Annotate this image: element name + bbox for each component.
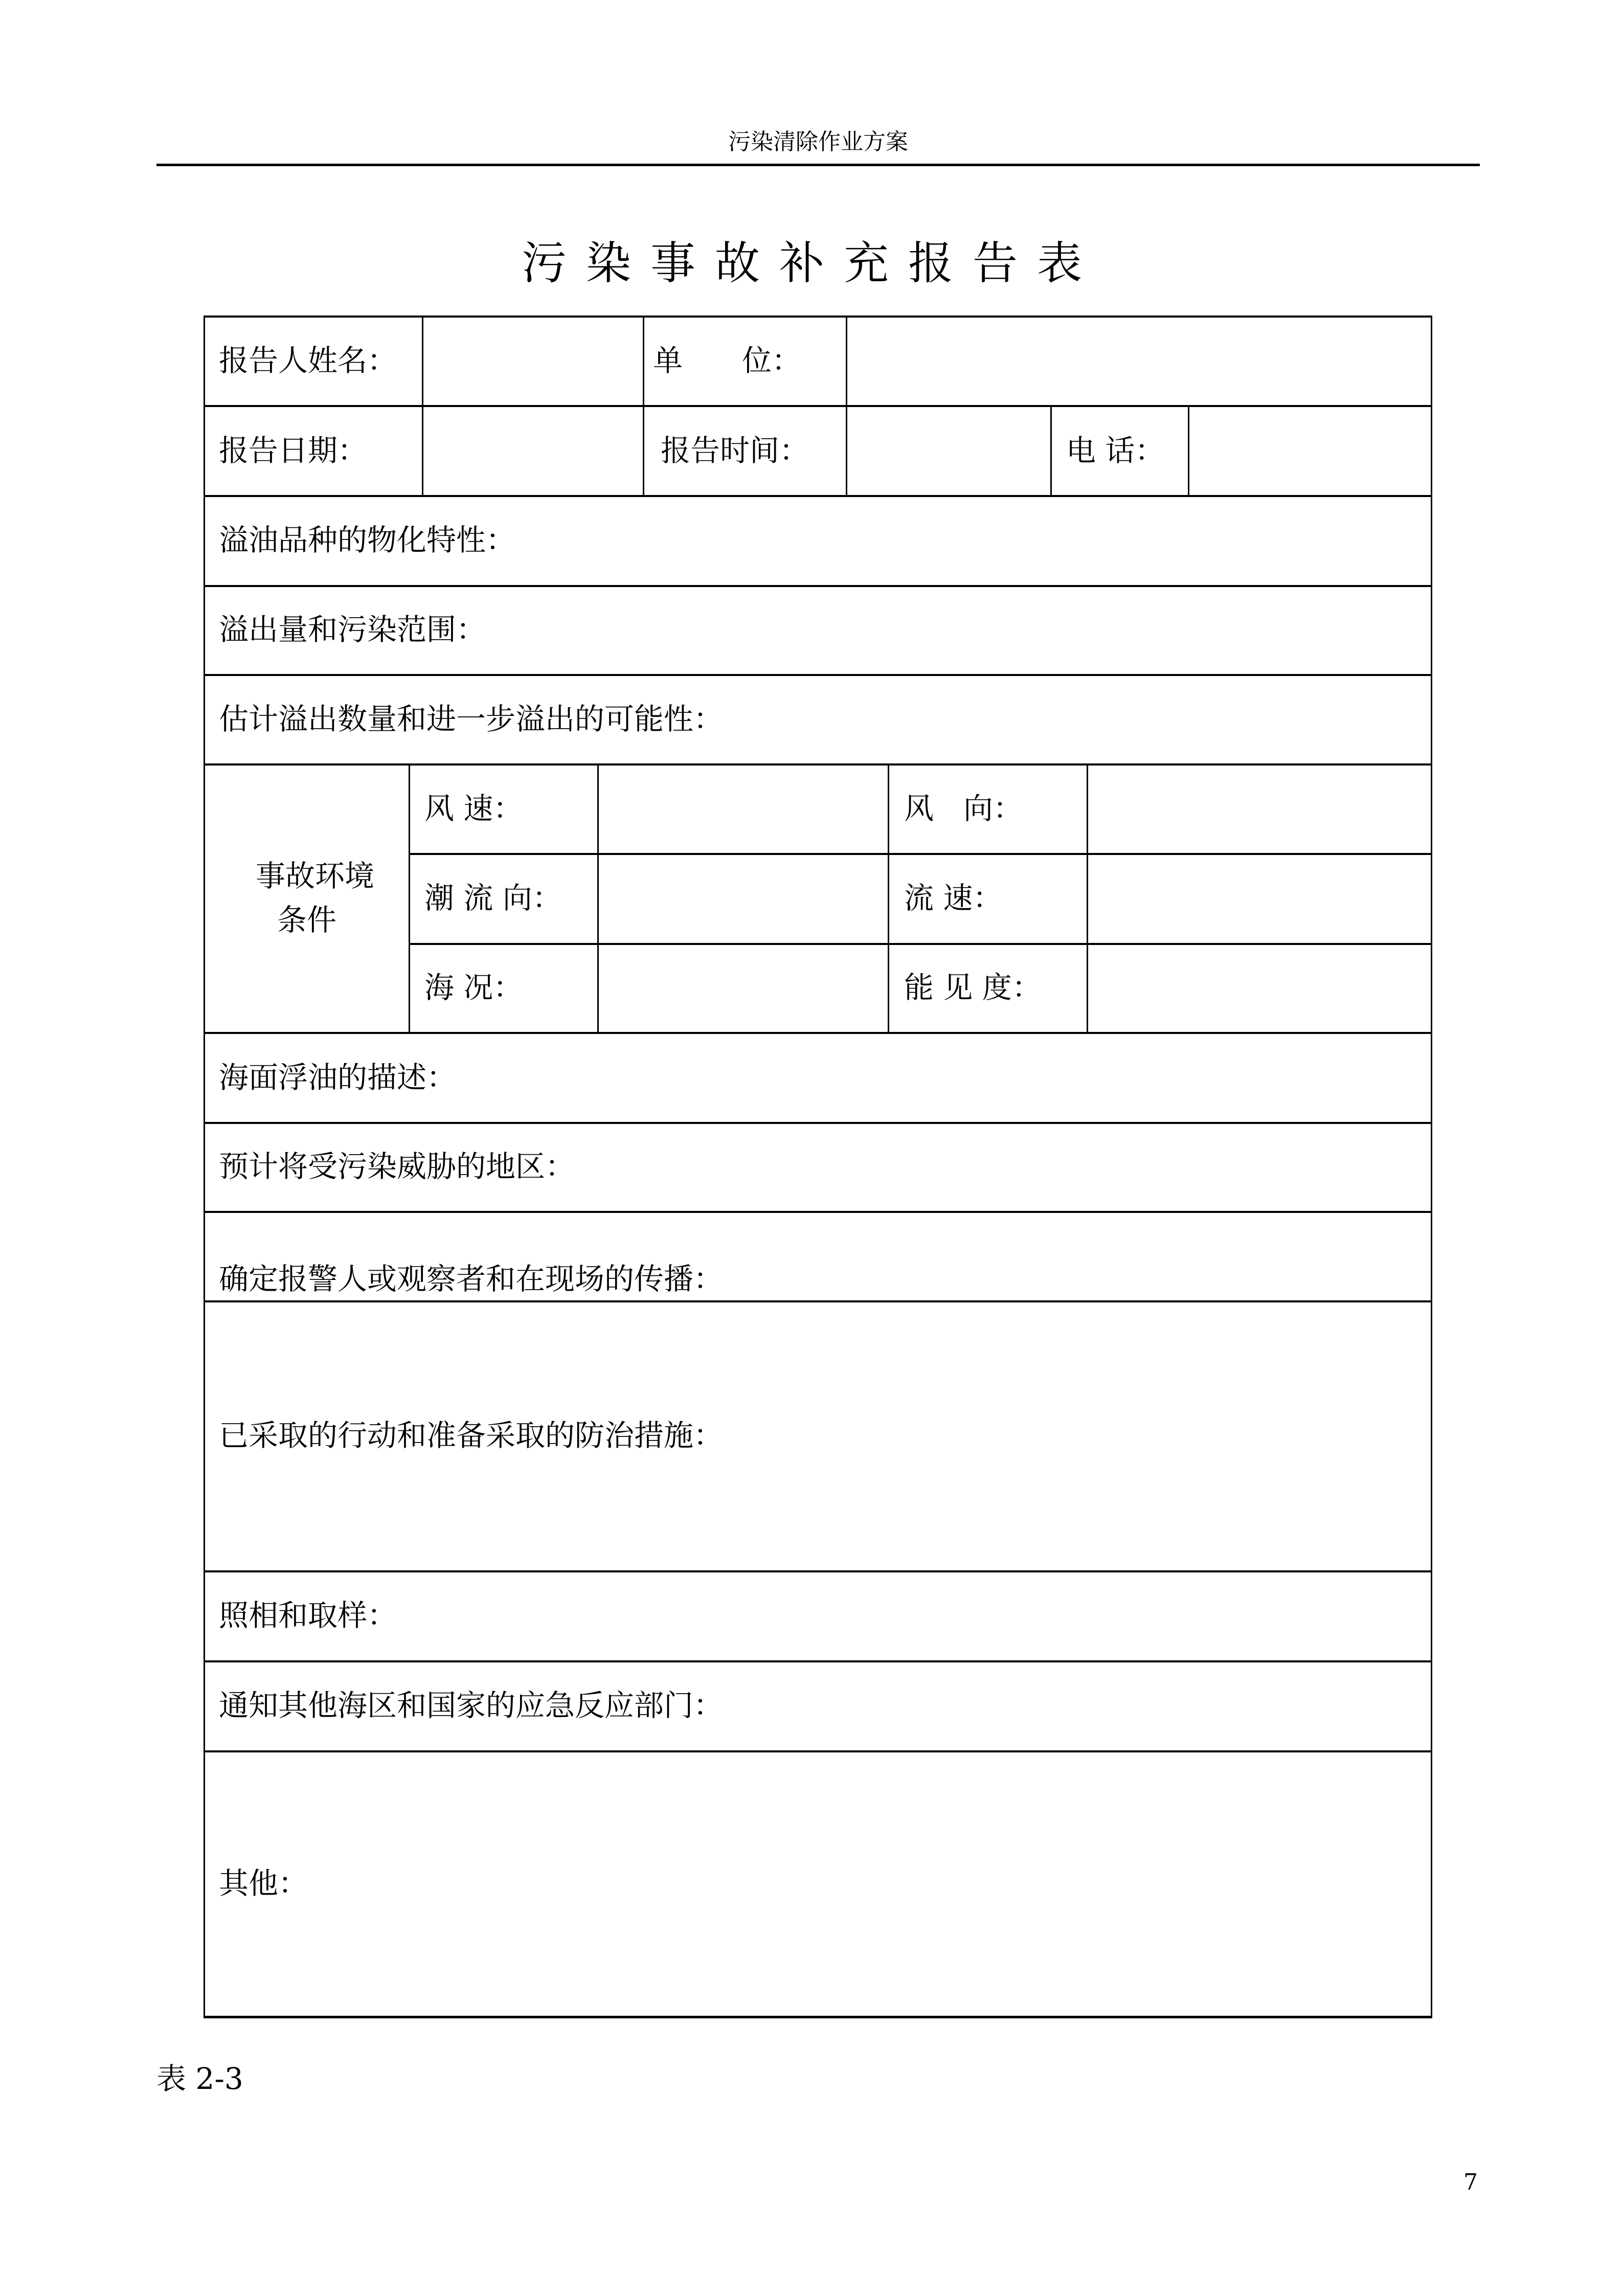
slick-description-label: 海面浮油的描述： <box>219 1060 457 1095</box>
environment-group-label <box>256 854 374 942</box>
row-divider <box>204 1300 1432 1302</box>
row-divider <box>204 585 1432 587</box>
page-number: 7 <box>1463 2169 1478 2195</box>
sea-state-field[interactable] <box>600 945 886 1032</box>
environment-group-label-line1: 事故环境 <box>256 859 375 893</box>
reporter-name-field[interactable] <box>424 317 642 405</box>
row-divider <box>204 1122 1432 1124</box>
running-header: 污染清除作业方案 <box>728 129 908 155</box>
report-time-label: 报告时间： <box>661 433 809 468</box>
col-divider <box>422 316 423 496</box>
env-col-divider <box>409 763 410 1033</box>
row-divider <box>204 1570 1432 1572</box>
wind-direction-label: 风 向： <box>904 791 1023 826</box>
row-divider <box>204 1032 1432 1034</box>
header-rule <box>156 164 1480 166</box>
row-divider <box>204 1660 1432 1662</box>
oil-properties-label: 溢油品种的物化特性： <box>219 523 516 557</box>
wind-direction-field[interactable] <box>1089 766 1430 852</box>
sea-state-label: 海 况： <box>424 970 523 1005</box>
table-border-right <box>1431 316 1432 2018</box>
other-label: 其他： <box>219 1866 308 1901</box>
table-border-bottom <box>204 2016 1432 2018</box>
env-col-divider <box>1087 763 1088 1033</box>
actions-taken-label: 已采取的行动和准备采取的防治措施： <box>219 1418 724 1453</box>
visibility-label: 能 见 度： <box>904 970 1042 1005</box>
unit-label: 单 位： <box>653 343 802 378</box>
col-divider <box>643 316 644 496</box>
phone-label: 电 话： <box>1066 433 1165 468</box>
wind-speed-label: 风 速： <box>424 791 523 826</box>
report-time-field[interactable] <box>848 407 1049 495</box>
threatened-areas-label: 预计将受污染威胁的地区： <box>219 1149 575 1184</box>
reporter-name-label: 报告人姓名： <box>219 343 397 378</box>
notify-departments-label: 通知其他海区和国家的应急反应部门： <box>219 1688 724 1723</box>
spill-amount-label: 溢出量和污染范围： <box>219 612 486 647</box>
wind-speed-field[interactable] <box>600 766 886 852</box>
document-title: 污染事故补充报告表 <box>521 237 1101 289</box>
reporter-observer-label: 确定报警人或观察者和在现场的传播： <box>219 1262 724 1296</box>
current-speed-label: 流 速： <box>904 881 1003 915</box>
report-date-field[interactable] <box>424 407 642 495</box>
row-divider <box>204 674 1432 676</box>
table-border-left <box>204 316 205 2018</box>
phone-field[interactable] <box>1190 407 1430 495</box>
row-divider <box>204 495 1432 497</box>
col-divider <box>1050 405 1052 496</box>
current-speed-field[interactable] <box>1089 855 1430 942</box>
table-caption: 表 2-3 <box>156 2061 243 2096</box>
report-date-label: 报告日期： <box>219 433 368 468</box>
visibility-field[interactable] <box>1089 945 1430 1032</box>
spill-estimate-label: 估计溢出数量和进一步溢出的可能性： <box>219 702 724 736</box>
col-divider <box>846 316 847 496</box>
env-col-divider <box>597 763 599 1033</box>
col-divider <box>1188 405 1189 496</box>
tide-direction-field[interactable] <box>600 855 886 942</box>
row-divider <box>204 1211 1432 1213</box>
unit-field[interactable] <box>848 317 1430 405</box>
photos-samples-label: 照相和取样： <box>219 1598 397 1633</box>
env-col-divider <box>888 763 889 1033</box>
tide-direction-label: 潮 流 向： <box>424 881 562 915</box>
environment-group-label-line2: 条件 <box>277 903 337 937</box>
row-divider <box>204 1750 1432 1752</box>
